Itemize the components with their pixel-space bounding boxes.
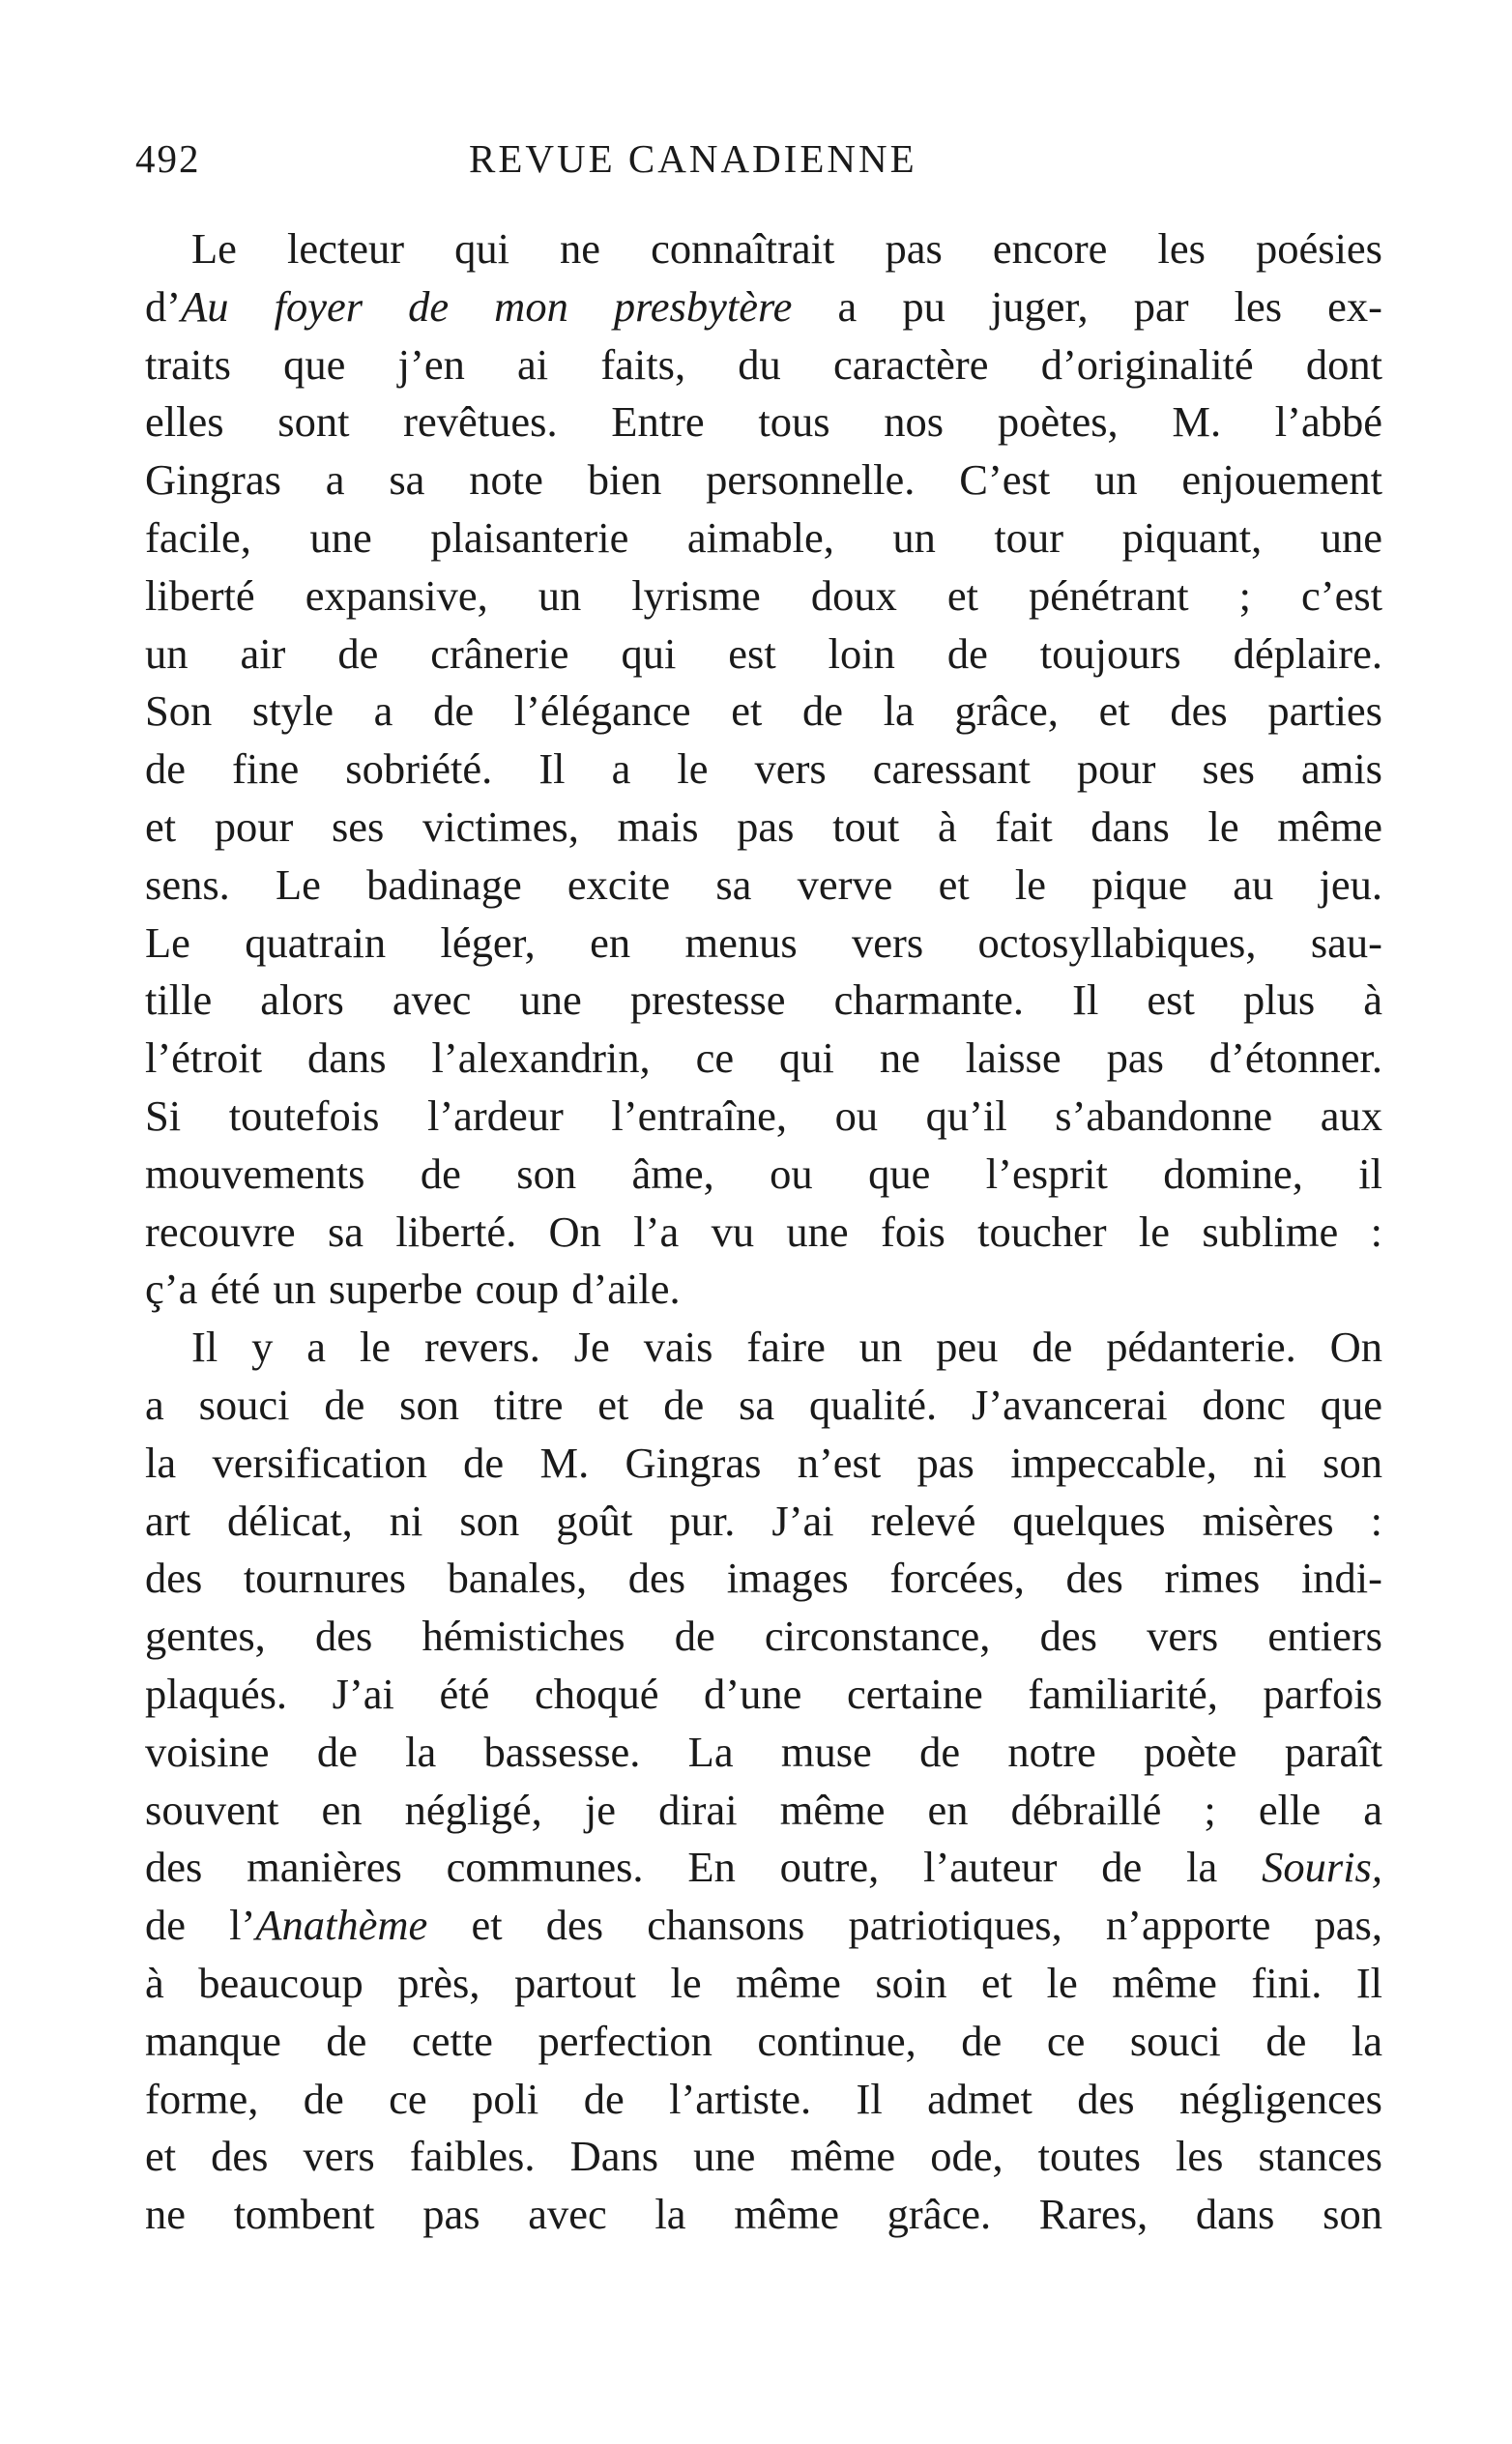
text-run: a pu juger, par les ex- <box>792 281 1382 331</box>
text-line: et pour ses victimes, mais pas tout à fait dans le même <box>145 801 1382 851</box>
text-run: des manières communes. En outre, l’auteur de la <box>145 1843 1263 1892</box>
text-line: la versification de M. Gingras n’est pas impeccable, ni son <box>145 1438 1382 1487</box>
text-line: manque de cette perfection continue, de ce souci de la <box>145 2016 1382 2065</box>
text-line: Gingras a sa note bien personnelle. C’est un enjouement <box>145 455 1382 505</box>
text-line: l’étroit dans l’alexandrin, ce qui ne laisse pas d’étonner. <box>145 1033 1382 1083</box>
text-line: et des vers faibles. Dans une même ode, toutes les stances <box>145 2132 1382 2181</box>
text-line: Son style a de l’élégance et de la grâce, et des parties <box>145 686 1382 736</box>
text-line: art délicat, ni son goût pur. J’ai relevé quelques misères : <box>145 1496 1382 1545</box>
text-line: à beaucoup près, partout le même soin et le même fini. Il <box>145 1958 1382 2007</box>
text-line: a souci de son titre et de sa qualité. J’avancerai donc que <box>145 1380 1382 1429</box>
body-text <box>145 220 1382 2244</box>
text-run: d’ <box>145 281 182 331</box>
running-title: REVUE CANADIENNE <box>469 136 917 181</box>
text-line <box>145 1897 1382 1955</box>
text-line: recouvre sa liberté. On l’a vu une fois toucher le sublime : <box>145 1207 1382 1256</box>
text-line: traits que j’en ai faits, du caractère d’originalité dont <box>145 339 1382 389</box>
page-header <box>135 135 1382 193</box>
text-line: ne tombent pas avec la même grâce. Rares, dans son <box>145 2190 1382 2239</box>
text-line: gentes, des hémistiches de circonstance, des vers entiers <box>145 1612 1382 1661</box>
paragraph-1 <box>145 220 1382 1319</box>
work-title-italic: Anathème <box>255 1901 428 1950</box>
work-title-italic: Souris, <box>1262 1843 1382 1892</box>
text-line <box>145 1839 1382 1897</box>
text-line: sens. Le badinage excite sa verve et le pique au jeu. <box>145 859 1382 909</box>
text-line: Le lecteur qui ne connaîtrait pas encore les poésies <box>191 224 1382 273</box>
text-line: de fine sobriété. Il a le vers caressant pour ses amis <box>145 744 1382 794</box>
text-line: mouvements de son âme, ou que l’esprit domine, il <box>145 1149 1382 1198</box>
text-line: liberté expansive, un lyrisme doux et pénétrant ; c’est <box>145 570 1382 620</box>
text-line: facile, une plaisanterie aimable, un tour piquant, une <box>145 512 1382 562</box>
text-line: ç’a été un superbe coup d’aile. <box>145 1265 681 1314</box>
page-number: 492 <box>135 136 201 181</box>
text-line: des tournures banales, des images forcées, des rimes indi- <box>145 1554 1382 1603</box>
text-line: elles sont revêtues. Entre tous nos poètes, M. l’abbé <box>145 397 1382 447</box>
text-line: voisine de la bassesse. La muse de notre poète paraît <box>145 1727 1382 1776</box>
text-line: plaqués. J’ai été choqué d’une certaine familiarité, parfois <box>145 1669 1382 1718</box>
text-line: souvent en négligé, je dirai même en débraillé ; elle a <box>145 1785 1382 1834</box>
text-line: Le quatrain léger, en menus vers octosyllabiques, sau- <box>145 917 1382 967</box>
book-title-italic: Au foyer de mon presbytère <box>181 281 793 331</box>
text-run: de l’ <box>145 1901 256 1950</box>
text-line: tille alors avec une prestesse charmante. Il est plus à <box>145 975 1382 1025</box>
text-line: forme, de ce poli de l’artiste. Il admet des négligences <box>145 2074 1382 2123</box>
text-line: un air de crânerie qui est loin de toujours déplaire. <box>145 628 1382 678</box>
paragraph-2 <box>145 1319 1382 2244</box>
text-line <box>145 278 1382 336</box>
text-line: Si toutefois l’ardeur l’entraîne, ou qu’il s’abandonne aux <box>145 1091 1382 1140</box>
text-line: Il y a le revers. Je vais faire un peu de pédanterie. On <box>191 1323 1382 1372</box>
text-run: et des chansons patriotiques, n’apporte pas, <box>427 1901 1382 1950</box>
